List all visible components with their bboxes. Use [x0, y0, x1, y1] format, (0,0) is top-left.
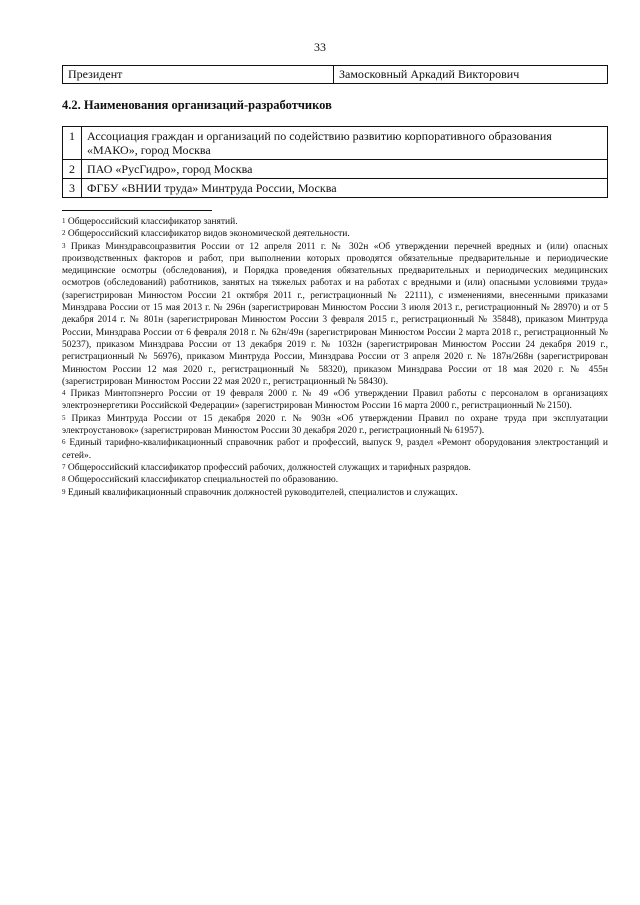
footnote-marker: 4	[62, 389, 66, 398]
president-table	[62, 65, 608, 84]
footnote-marker: 3	[62, 241, 66, 250]
organizations-table	[62, 126, 608, 198]
footnote-marker: 2	[62, 229, 66, 238]
footnote-marker: 7	[62, 462, 66, 471]
footnote-text: Приказ Минздравсоцразвития России от 12 апреля 2011 г. № 302н «Об утверждении перечней вредных и (или) опасных производственных факторов и работ, при выполнении которых проводятся обязательные предварительные и периодические медицинские осмотры (обследования), и Порядка проведения обязательных предварительных и периодических медицинских осмотров (обследований) работников, занятых на тяжелых работах и на работах с вредными и (или) опасными условиями труда» (зарегистрирован Минюстом России 21 октября 2011 г., регистрационный № 22111), с изменениями, внесенными приказами Минздрава России от 15 мая 2013 г. № 296н (зарегистрирован Минюстом России 3 июля 2013 г., регистрационный № 28970) и от 5 декабря 2014 г. № 801н (зарегистрирован Минюстом России 3 февраля 2015 г., регистрационный № 35848), приказом Минтруда России, Минздрава России от 6 февраля 2018 г. № 62н/49н (зарегистрирован Минюстом России 2 марта 2018 г., регистрационный № 50237), приказом Минздрава России от 13 декабря 2019 г. № 1032н (зарегистрирован Минюстом России 24 декабря 2019 г., регистрационный № 56976), приказом Минтруда России, Минздрава России от 3 апреля 2020 г. № 187н/268н (зарегистрирован Минюстом России 12 мая 2020 г., регистрационный № 58320), приказом Минздрава России от 18 мая 2020 г. № 455н (зарегистрирован Минюстом России 22 мая 2020 г., регистрационный № 58430).	[62, 241, 608, 387]
footnote	[62, 216, 608, 228]
org-name: ФГБУ «ВНИИ труда» Минтруда России, Москва	[82, 179, 608, 198]
footnote-text: Приказ Минтопэнерго России от 19 февраля 2000 г. № 49 «Об утверждении Правил работы с персоналом в организациях электроэнергетики Российской Федерации» (зарегистрирован Минюстом России 16 марта 2000 г., регистрационный № 2150).	[62, 389, 609, 412]
footnote	[62, 487, 608, 499]
footnote	[62, 388, 608, 413]
president-label: Президент	[63, 66, 334, 84]
footnote-text: Единый квалификационный справочник должностей руководителей, специалистов и служащих.	[67, 487, 458, 498]
footnote	[62, 413, 608, 438]
footnote	[62, 462, 608, 474]
footnote-marker: 5	[62, 413, 66, 422]
footnotes	[62, 216, 608, 499]
table-row	[63, 179, 608, 198]
footnote-text: Общероссийский классификатор профессий рабочих, должностей служащих и тарифных разрядов.	[67, 462, 471, 473]
president-row	[63, 66, 608, 84]
org-number: 1	[63, 127, 82, 160]
footnote-text: Общероссийский классификатор специальностей по образованию.	[67, 475, 339, 486]
org-name: ПАО «РусГидро», город Москва	[82, 160, 608, 179]
footnote-marker: 1	[62, 217, 66, 225]
footnote-text: Общероссийский классификатор видов экономической деятельности.	[67, 229, 350, 240]
org-number: 2	[63, 160, 82, 179]
table-row	[63, 160, 608, 179]
footnote-text: Общероссийский классификатор занятий.	[67, 217, 238, 227]
section-title: 4.2. Наименования организаций-разработчиков	[62, 98, 332, 112]
footnote-text: Единый тарифно-квалификационный справочник работ и профессий, выпуск 9, раздел «Ремонт оборудования электростанций и сетей».	[62, 438, 609, 461]
footnote-marker: 8	[62, 475, 66, 484]
footnote	[62, 228, 608, 240]
president-name: Замосковный Аркадий Викторович	[334, 66, 608, 84]
page-number: 33	[314, 40, 326, 54]
org-number: 3	[63, 179, 82, 198]
footnote-marker: 9	[62, 487, 66, 496]
org-name: Ассоциация граждан и организаций по содействию развитию корпоративного образования «МАКО», город Москва	[82, 127, 608, 160]
table-row	[63, 127, 608, 160]
footnote-text: Приказ Минтруда России от 15 декабря 2020 г. № 903н «Об утверждении Правил по охране труда при эксплуатации электроустановок» (зарегистрирован Минюстом России 30 декабря 2020 г., регистрационный № 61957).	[62, 413, 608, 437]
footnote-marker: 6	[62, 438, 66, 447]
footnote	[62, 437, 608, 462]
footnote	[62, 241, 608, 389]
footnote	[62, 474, 608, 486]
footnote-separator	[62, 210, 212, 211]
